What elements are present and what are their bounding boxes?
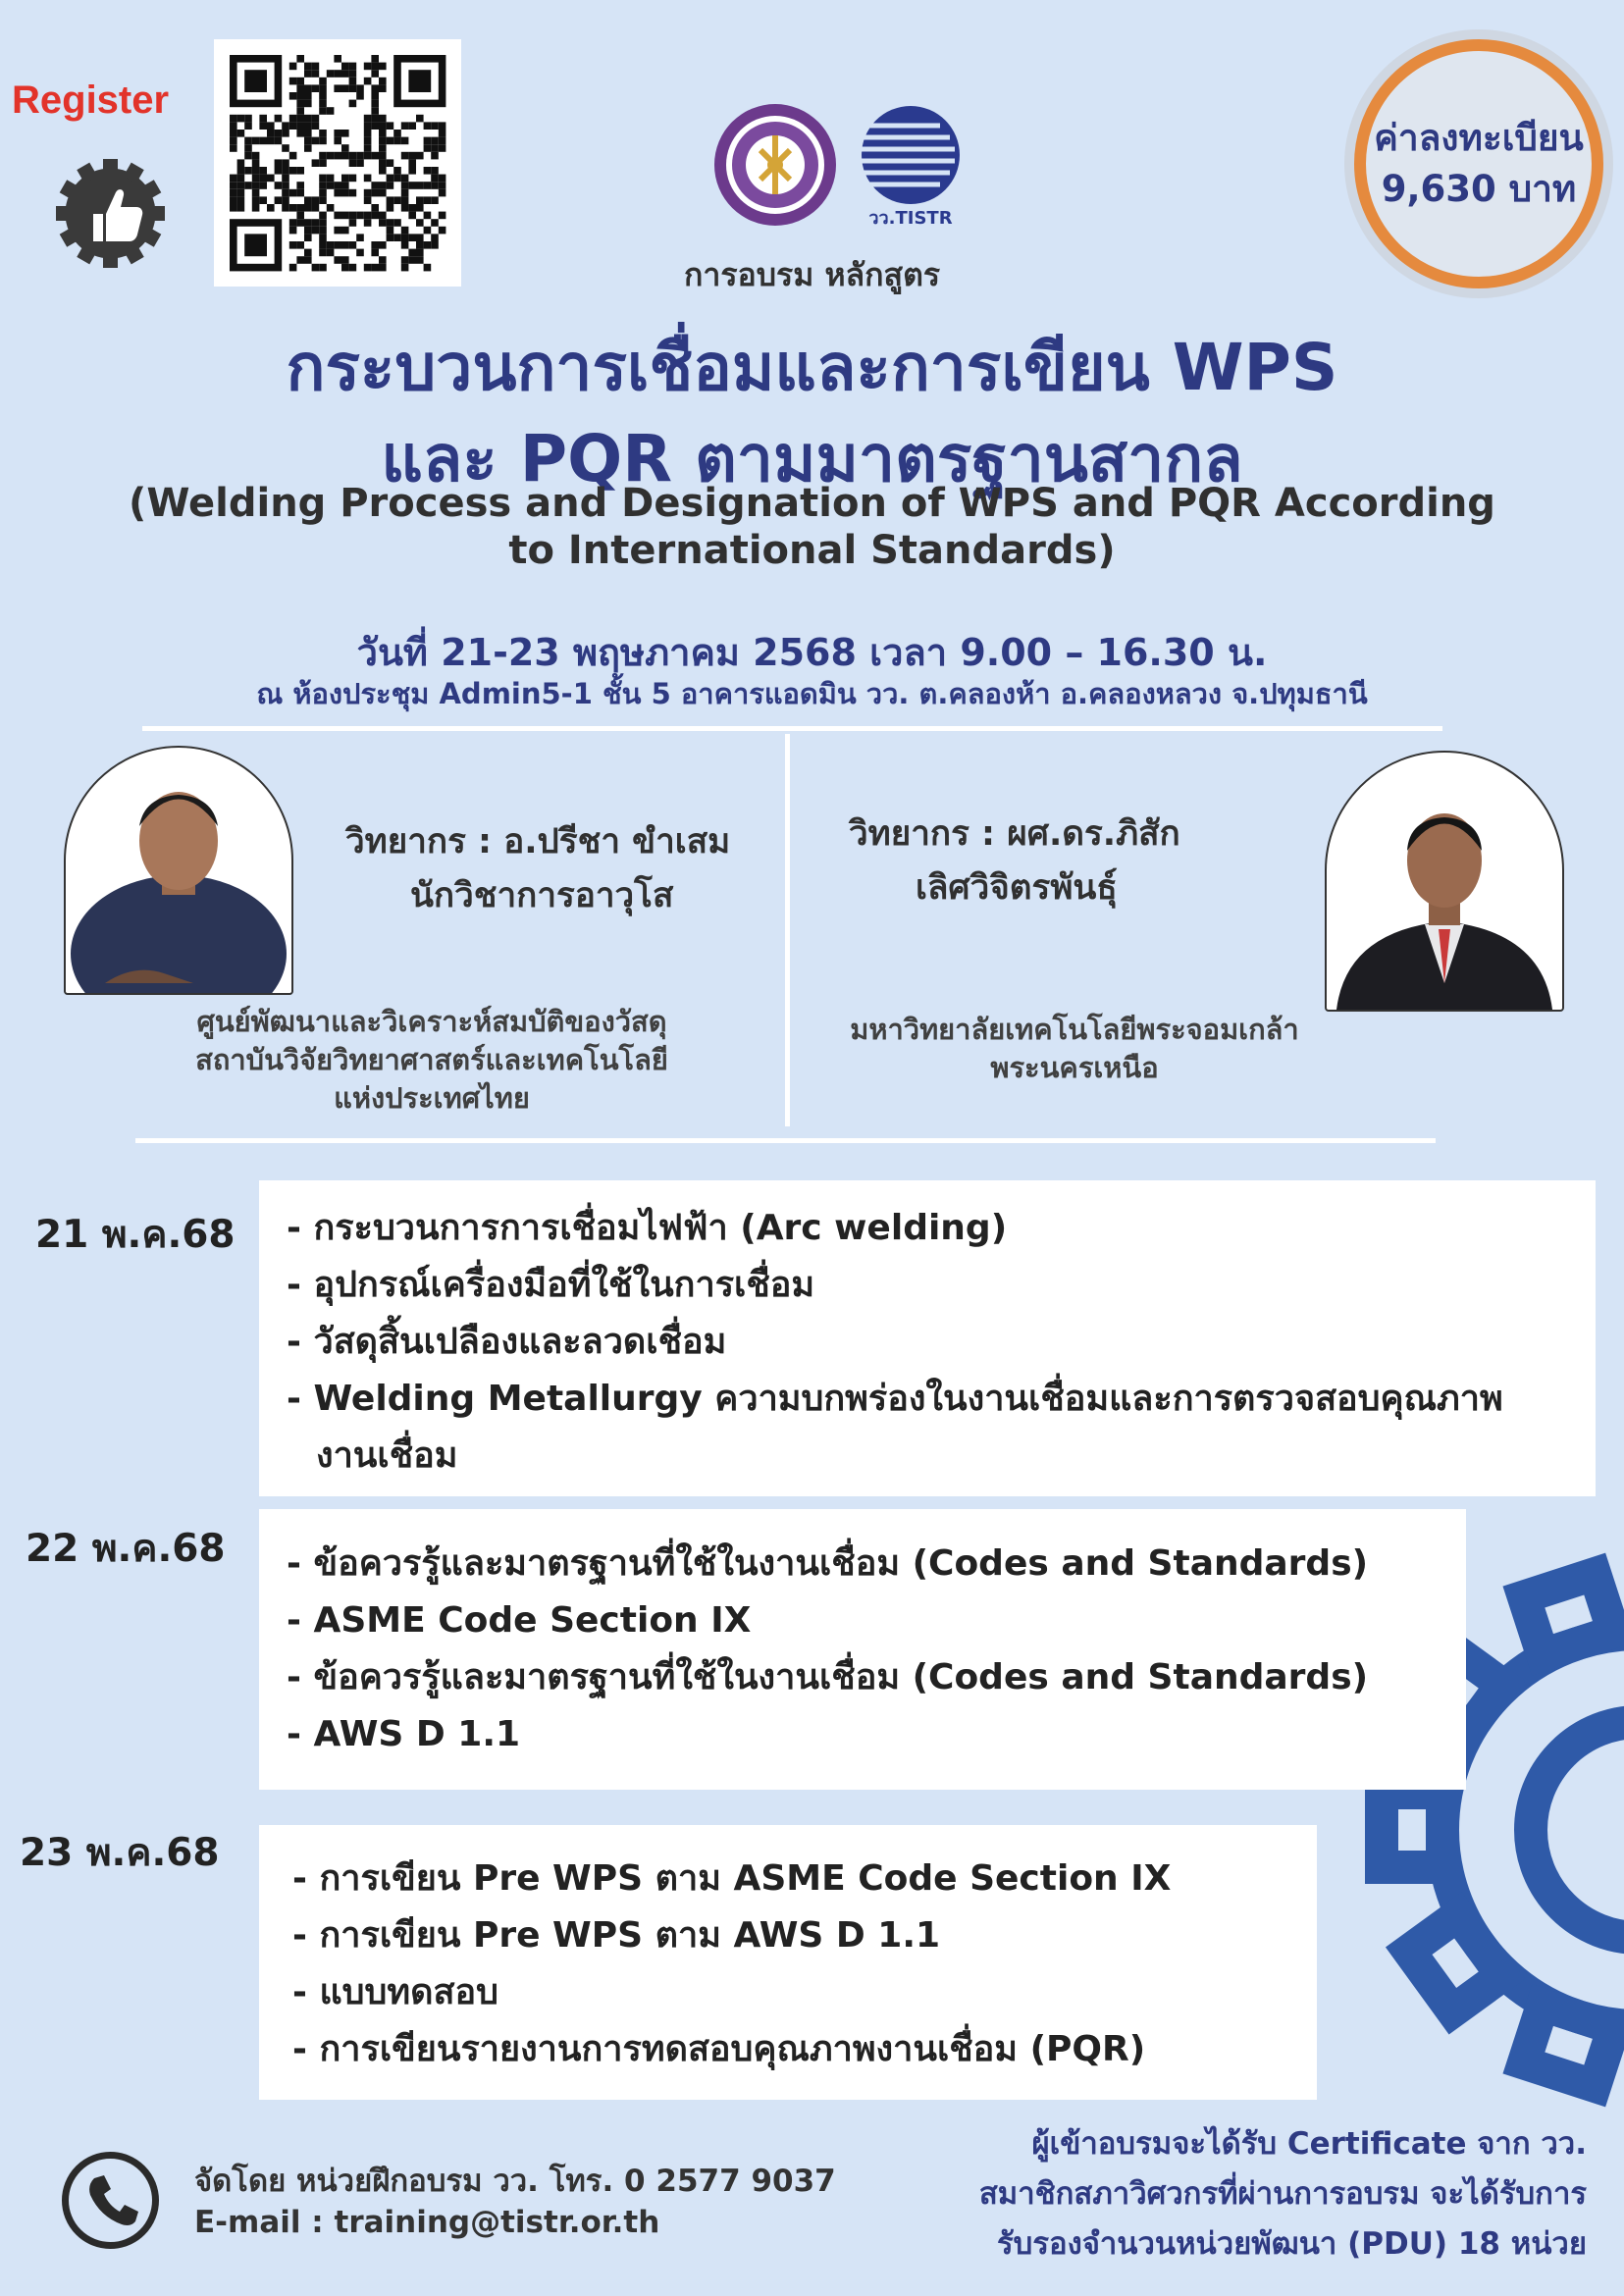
schedule-day2-item1: - ข้อควรรู้และมาตรฐานที่ใช้ในงานเชื่อม (Codes and Standards)	[287, 1543, 1369, 1584]
speaker1-aff-line3: แห่งประเทศไทย	[334, 1081, 530, 1116]
divider-bottom	[135, 1138, 1436, 1143]
speaker1-affiliation	[137, 1003, 726, 1118]
speaker1-photo	[64, 746, 293, 995]
schedule-day2-label: 22 พ.ค.68	[26, 1527, 226, 1571]
schedule-day2-box	[259, 1509, 1466, 1790]
schedule-day3-item1: - การเขียน Pre WPS ตาม ASME Code Section IX	[292, 1858, 1172, 1899]
speaker2-photo	[1325, 751, 1564, 1012]
course-label: การอบรม หลักสูตร	[683, 256, 941, 293]
speaker2-title: เลิศวิจิตรพันธุ์	[916, 868, 1118, 908]
certificate-note	[802, 2119, 1587, 2270]
speaker2-affiliation	[800, 1011, 1349, 1087]
schedule-day1-label: 21 พ.ค.68	[35, 1213, 236, 1257]
speaker1-aff-line2: สถาบันวิจัยวิทยาศาสตร์และเทคโนโลยี	[195, 1043, 668, 1077]
schedule-day3-label: 23 พ.ค.68	[20, 1831, 220, 1875]
speaker2-aff-line1: มหาวิทยาลัยเทคโนโลยีพระจอมเกล้า	[850, 1013, 1299, 1046]
speaker1-name: วิทยากร : อ.ปรีชา ขำเสม	[345, 822, 731, 861]
course-title-line1: กระบวนการเชื่อมและการเขียน WPS	[286, 330, 1338, 405]
schedule-day2-item4: - AWS D 1.1	[287, 1714, 521, 1754]
course-title-line2: และ PQR ตามมาตรฐานสากล	[381, 421, 1243, 496]
course-venue: ณ ห้องประชุม Admin5-1 ชั้น 5 อาคารแอดมิน วว. ต.คลองห้า อ.คลองหลวง จ.ปทุมธานี	[256, 677, 1368, 710]
register-label: Register	[12, 78, 170, 122]
schedule-day1-item1: - กระบวนการการเชื่อมไฟฟ้า (Arc welding)	[287, 1208, 1008, 1248]
certificate-line3: รับรองจำนวนหน่วยพัฒนา (PDU) 18 หน่วย	[996, 2226, 1587, 2262]
organizer-contact: จัดโดย หน่วยฝึกอบรม วว. โทร. 0 2577 9037	[194, 2164, 836, 2199]
schedule-day2-item3: - ข้อควรรู้และมาตรฐานที่ใช้ในงานเชื่อม (Codes and Standards)	[287, 1657, 1369, 1697]
tistr-wordmark-text: วว.TISTR	[868, 208, 953, 229]
schedule-day3-item4: - การเขียนรายงานการทดสอบคุณภาพงานเชื่อม (PQR)	[292, 2029, 1146, 2069]
speaker1-title: นักวิชาการอาวุโส	[410, 876, 674, 915]
fee-amount: 9,630 บาท	[1381, 168, 1577, 210]
schedule-day1-box	[259, 1180, 1596, 1496]
speaker2-name: วิทยากร : ผศ.ดร.ภิสัก	[849, 814, 1180, 854]
schedule-day3-item2: - การเขียน Pre WPS ตาม AWS D 1.1	[292, 1915, 941, 1956]
fee-label: ค่าลงทะเบียน	[1374, 117, 1584, 160]
tistr-emblem-logo	[711, 101, 839, 229]
schedule-day1-item4: - Welding Metallurgy ความบกพร่องในงานเชื่อมและการตรวจสอบคุณภาพ งานเชื่อม	[287, 1379, 1503, 1476]
course-subtitle-line2: to International Standards)	[508, 528, 1116, 573]
certificate-line2: สมาชิกสภาวิศวกรที่ผ่านการอบรม จะได้รับการ	[978, 2176, 1587, 2212]
course-date-time: วันที่ 21-23 พฤษภาคม 2568 เวลา 9.00 – 16.30 น.	[356, 631, 1268, 674]
speaker2-aff-line2: พระนครเหนือ	[990, 1051, 1159, 1085]
schedule-day1-item3: - วัสดุสิ้นเปลืองและลวดเชื่อม	[287, 1322, 727, 1362]
divider-top	[142, 726, 1442, 731]
schedule-day2-item2: - ASME Code Section IX	[287, 1600, 752, 1641]
contact-email[interactable]: E-mail : training@tistr.or.th	[194, 2205, 660, 2240]
course-subtitle-line1: (Welding Process and Designation of WPS and PQR According	[129, 481, 1495, 526]
certificate-line1: ผู้เข้าอบรมจะได้รับ Certificate จาก วว.	[1031, 2126, 1587, 2162]
schedule-day1-item2: - อุปกรณ์เครื่องมือที่ใช้ในการเชื่อม	[287, 1265, 815, 1305]
tistr-wordmark-logo	[832, 101, 960, 229]
speaker1-aff-line1: ศูนย์พัฒนาและวิเคราะห์สมบัติของวัสดุ	[196, 1005, 667, 1038]
schedule-day3-item3: - แบบทดสอบ	[292, 1972, 498, 2012]
schedule-day3-box	[259, 1825, 1317, 2100]
divider-vertical	[785, 734, 790, 1126]
phone-icon[interactable]	[59, 2149, 162, 2252]
